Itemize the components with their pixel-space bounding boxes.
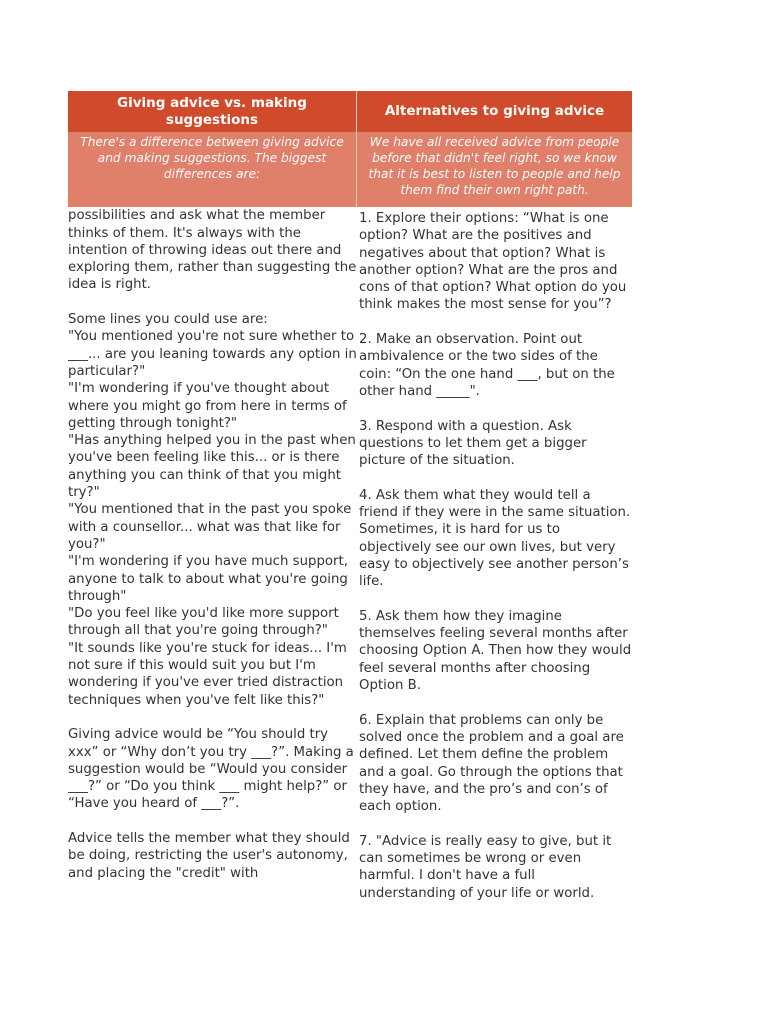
table-header-row [68, 91, 632, 132]
list-item: 7. "Advice is really easy to give, but it can sometimes be wrong or even harmful. I don't have a full understanding of your life or world. [359, 833, 612, 901]
list-item: 6. Explain that problems can only be solved once the problem and a goal are defined. Let them define the problem and a goal. Go through the options that they have, and the pro’s and con’s of each option. [359, 712, 624, 815]
advice-table [68, 91, 632, 922]
header-alternatives: Alternatives to giving advice [357, 91, 632, 132]
right-column [357, 210, 632, 919]
list-item: 4. Ask them what they would tell a friend if they were in the same situation. Sometimes, it is hard for us to objectively see our own lives, but very easy to objectively see another person’s life. [359, 487, 631, 590]
subheader-differences: There's a difference between giving advice and making suggestions. The biggest differences are: [68, 132, 357, 207]
list-item: 3. Respond with a question. Ask questions to let them get a bigger picture of the situation. [359, 418, 587, 469]
table-body-row [68, 207, 632, 919]
left-paragraph-lines: Some lines you could use are: "You mentioned you're not sure whether to ___... are you leaning towards any option in particular?" "I'm wondering if you've thought about where you might go from here in terms of getting through tonight?" "Has anything helped you in the past when you've been feeling like this... or is there anything you can think of that you might try?" "You mentioned that in the past you spoke with a counsellor... what was that like for you?" "I'm wondering if you have much support, anyone to talk to about what you're going through" "Do you feel like you'd like more support through all that you're going through?" "It sounds like you're stuck for ideas... I'm not sure if this would suit you but I'm wondering if you've ever tried distraction techniques when you've felt like this?" [68, 312, 357, 708]
list-item: 1. Explore their options: “What is one option? What are the positives and negatives about that option? What is another option? What are the pros and cons of that option? What option do you think makes the most sense for you”? [359, 211, 627, 313]
left-paragraph-advice: Advice tells the member what they should be doing, restricting the user's autonomy, and placing the "credit" with [68, 830, 350, 881]
left-paragraph-comparison: Giving advice would be “You should try xxx” or “Why don’t you try ___?”. Making a suggestion would be “Would you consider ___?” or “Do you think ___ might help?” or “Have you heard of ___?”. [68, 727, 354, 812]
list-item: 5. Ask them how they imagine themselves feeling several months after choosing Option A. Then how they would feel several months after choosing Option B. [359, 608, 632, 694]
left-paragraph-intro: possibilities and ask what the member thinks of them. It's always with the intention of throwing ideas out there and exploring them, rather than suggesting the idea is right. [68, 208, 357, 293]
header-giving-advice: Giving advice vs. making suggestions [68, 91, 357, 132]
subheader-listen: We have all received advice from people before that didn't feel right, so we know that it is best to listen to people and help them find their own right path. [357, 132, 632, 207]
list-item: 2. Make an observation. Point out ambivalence or the two sides of the coin: “On the one hand ___, but on the other hand _____". [359, 332, 615, 399]
left-column [68, 190, 357, 919]
table-subheader-row [68, 132, 632, 207]
